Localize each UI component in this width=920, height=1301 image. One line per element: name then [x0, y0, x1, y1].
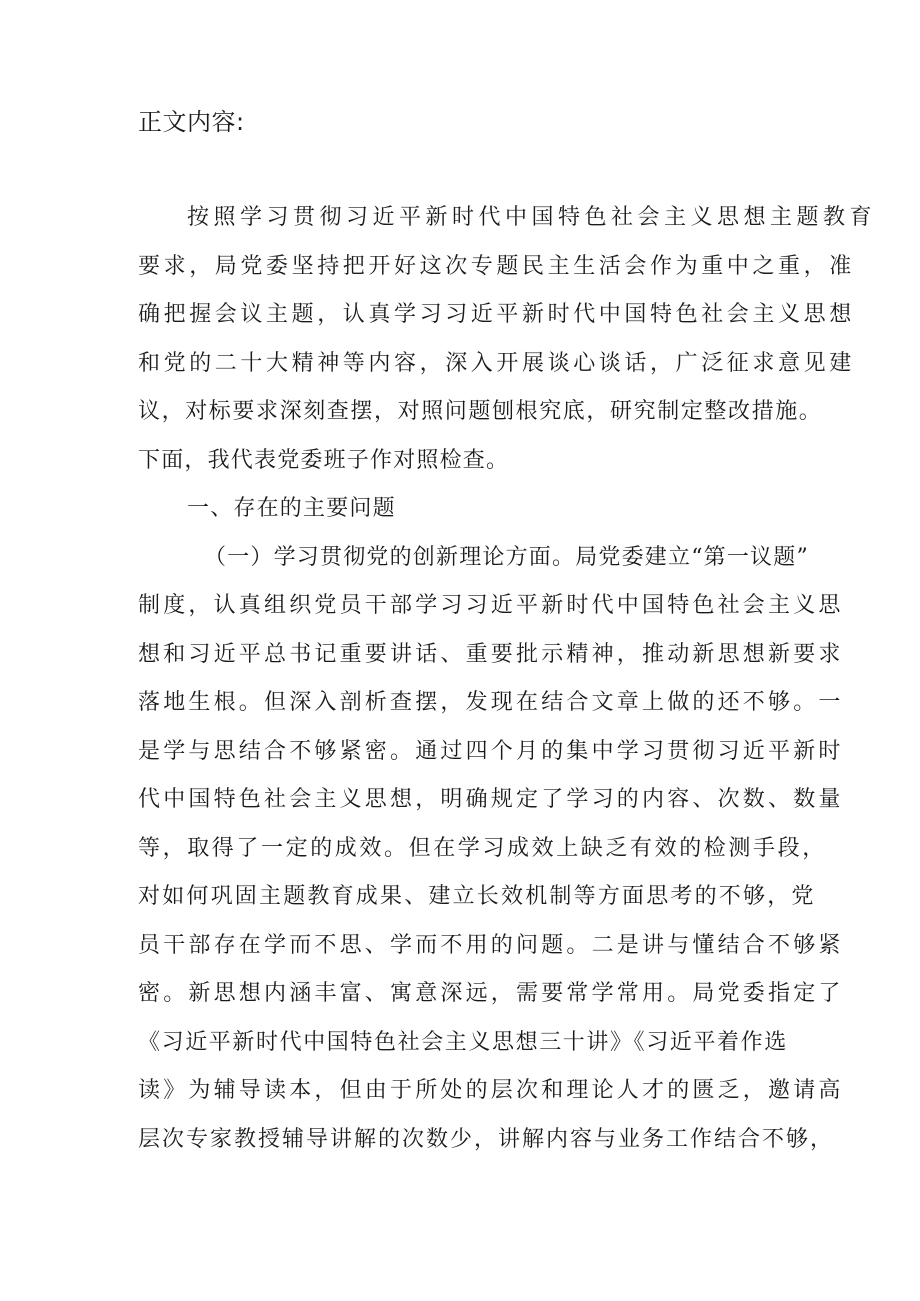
body-line: 要求，局党委坚持把开好这次专题民主生活会作为重中之重，准: [138, 253, 855, 279]
body-line: 是学与思结合不够紧密。通过四个月的集中学习贯彻习近平新时: [138, 738, 844, 764]
body-line: 员干部存在学而不思、学而不用的问题。二是讲与懂结合不够紧: [138, 932, 844, 958]
body-line: 想和习近平总书记重要讲话、重要批示精神，推动新思想新要求: [138, 641, 844, 667]
body-line: 读》为辅导读本，但由于所处的层次和理论人才的匮乏，邀请高: [138, 1078, 844, 1103]
body-line: 下面，我代表党委班子作对照检查。: [138, 447, 510, 473]
body-line: 落地生根。但深入剖析查摆，发现在结合文章上做的还不够。一: [138, 690, 844, 715]
section-heading: 一、存在的主要问题: [187, 496, 396, 521]
document-heading: 正文内容:: [138, 108, 245, 136]
body-line: 和党的二十大精神等内容，深入开展谈心谈话，广泛征求意见建: [138, 350, 855, 376]
document-body: [138, 194, 877, 1164]
body-line: 对如何巩固主题教育成果、建立长效机制等方面思考的不够，党: [138, 884, 816, 909]
body-line: 密。新思想内涵丰富、寓意深远，需要常学常用。局党委指定了: [138, 981, 844, 1006]
body-line: 层次专家教授辅导讲解的次数少，讲解内容与业务工作结合不够，: [138, 1126, 835, 1152]
body-line: 制度，认真组织党员干部学习习近平新时代中国特色社会主义思: [138, 593, 844, 618]
body-line: 代中国特色社会主义思想，明确规定了学习的内容、次数、数量: [138, 787, 844, 812]
body-line: 议，对标要求深刻查摆，对照问题刨根究底，研究制定整改措施。: [138, 399, 823, 424]
body-line: 《习近平新时代中国特色社会主义思想三十讲》《习近平着作选: [138, 1029, 788, 1055]
body-line: 确把握会议主题，认真学习习近平新时代中国特色社会主义思想: [138, 302, 855, 327]
body-line: 等，取得了一定的成效。但在学习成效上缺乏有效的检测手段，: [138, 835, 827, 861]
body-line: 按照学习贯彻习近平新时代中国特色社会主义思想主题教育: [187, 205, 877, 230]
body-line: （一）学习贯彻党的创新理论方面。局党委建立“第一议题”: [204, 544, 809, 570]
